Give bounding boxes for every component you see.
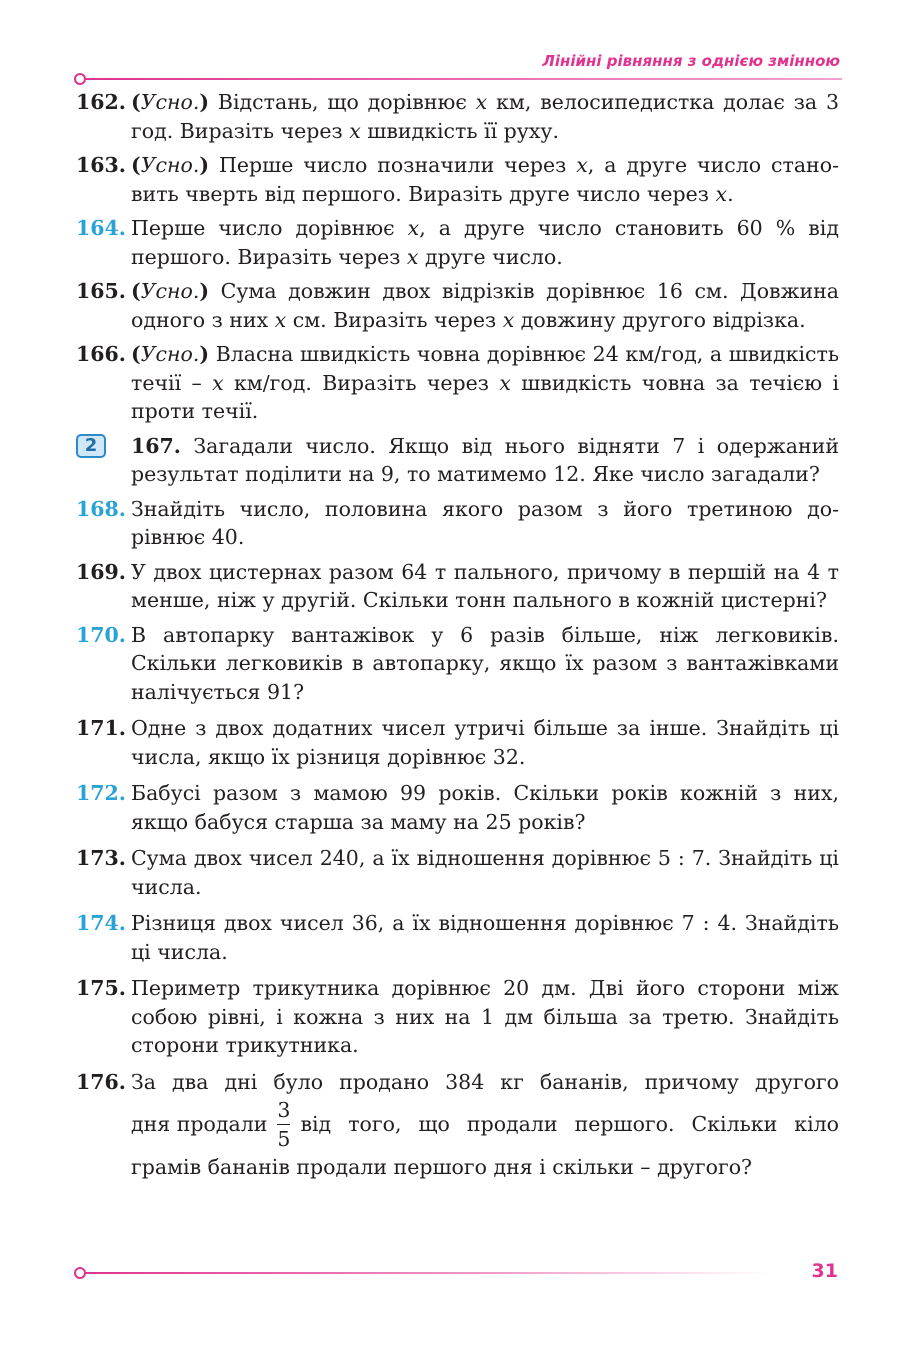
problem-text: (Усно.) Перше число позначили через x, а друге число становить чверть від першого. Виразіть друге число через x. <box>131 153 839 206</box>
problem-text: Одне з двох додатних чисел утричі більше за інше. Знайдіть ці числа, якщо їх різниця дорівнює 32. <box>131 716 839 769</box>
fraction: $\frac{3}{5}$ <box>277 1098 291 1151</box>
header-rule <box>74 78 842 80</box>
problem-number: 173. <box>76 846 126 870</box>
problem-text: Різниця двох чисел 36, а їх відношення дорівнює 7 : 4. Знайдіть ці числа. <box>131 911 839 964</box>
problem-text: Периметр трикутника дорівнює 20 дм. Дві його сторони між собою рівні, і кожна з них на 1 дм більша за третю. Знайдіть сторони трикутника. <box>131 976 839 1057</box>
problem-number: 171. <box>76 716 126 740</box>
problem-170 <box>76 621 839 707</box>
problem-number: 162. <box>76 90 126 114</box>
problem-number: 167. <box>131 433 181 458</box>
problem-168 <box>76 495 839 552</box>
footer-rule <box>74 1272 774 1274</box>
problem-text: (Усно.) Відстань, що дорівнює x км, велосипедистка долає за 3 год. Виразіть через x швидкість її руху. <box>131 90 839 143</box>
problem-text: Знайдіть число, половина якого разом з його третиною дорівнює 40. <box>131 496 839 549</box>
page-number: 31 <box>811 1260 838 1282</box>
problem-number: 172. <box>76 781 126 805</box>
problem-162 <box>76 88 839 145</box>
problem-number: 164. <box>76 216 126 240</box>
problem-167 <box>76 432 839 489</box>
level-2-badge-icon: 2 <box>76 434 106 458</box>
problem-number: 176. <box>76 1069 126 1094</box>
problem-169 <box>76 558 839 615</box>
problem-164 <box>76 214 839 271</box>
problem-163 <box>76 151 839 208</box>
problem-text: Сума двох чисел 240, а їх відношення дорівнює 5 : 7. Знайдіть ці числа. <box>131 846 839 899</box>
problem-number: 163. <box>76 153 126 177</box>
problem-175 <box>76 974 839 1060</box>
problem-text: У двох цистернах разом 64 т пального, причому в першій на 4 т менше, ніж у другій. Скільки тонн пального в кожній цистерні? <box>131 559 839 612</box>
problem-166 <box>76 340 839 426</box>
problem-number: 170. <box>76 622 126 647</box>
problem-number: 169. <box>76 559 126 584</box>
problem-number-slot <box>76 432 131 489</box>
problem-text: (Усно.) Сума довжин двох відрізків дорівнює 16 см. Довжина одного з них x см. Виразіть через x довжину другого відрізка. <box>131 279 839 332</box>
problem-list <box>76 88 839 1182</box>
problem-number: 165. <box>76 279 126 303</box>
problem-number: 168. <box>76 496 126 521</box>
problem-174 <box>76 909 839 966</box>
problem-text: (Усно.) Власна швидкість човна дорівнює 24 км/год, а швидкість течії – x км/год. Виразіть через x швидкість човна за течією і проти течії. <box>131 342 840 423</box>
problem-text: Бабусі разом з мамою 99 років. Скільки років кожній з них, якщо бабуся старша за маму на 25 років? <box>131 781 839 834</box>
problem-number: 166. <box>76 342 126 366</box>
problem-173 <box>76 844 839 901</box>
problem-text: В автопарку вантажівок у 6 разів більше, ніж легковиків. Скільки легковиків в автопарку, якщо їх разом з вантажівками налічується 91? <box>131 622 839 704</box>
problem-172 <box>76 779 839 836</box>
problem-171 <box>76 714 839 771</box>
problem-165 <box>76 277 839 334</box>
page-header-title: Лінійні рівняння з однією змінною <box>542 52 840 70</box>
problem-text: Перше число дорівнює x, а друге число становить 60 % від першого. Виразіть через x друге число. <box>131 216 839 269</box>
problem-176 <box>76 1068 839 1182</box>
problem-text: 167. Загадали число. Якщо від нього відняти 7 і одержаний результат поділити на 9, то матимемо 12. Яке число загадали? <box>131 433 839 486</box>
problem-text: За два дні було продано 384 кг бананів, причому другого дня продали $\frac{3}{5}$ від того, що продали першого. Скільки кіло грамів бананів продали першого дня і скільки – другого? <box>131 1069 839 1179</box>
problem-number: 175. <box>76 976 126 1000</box>
problem-number: 174. <box>76 911 126 935</box>
